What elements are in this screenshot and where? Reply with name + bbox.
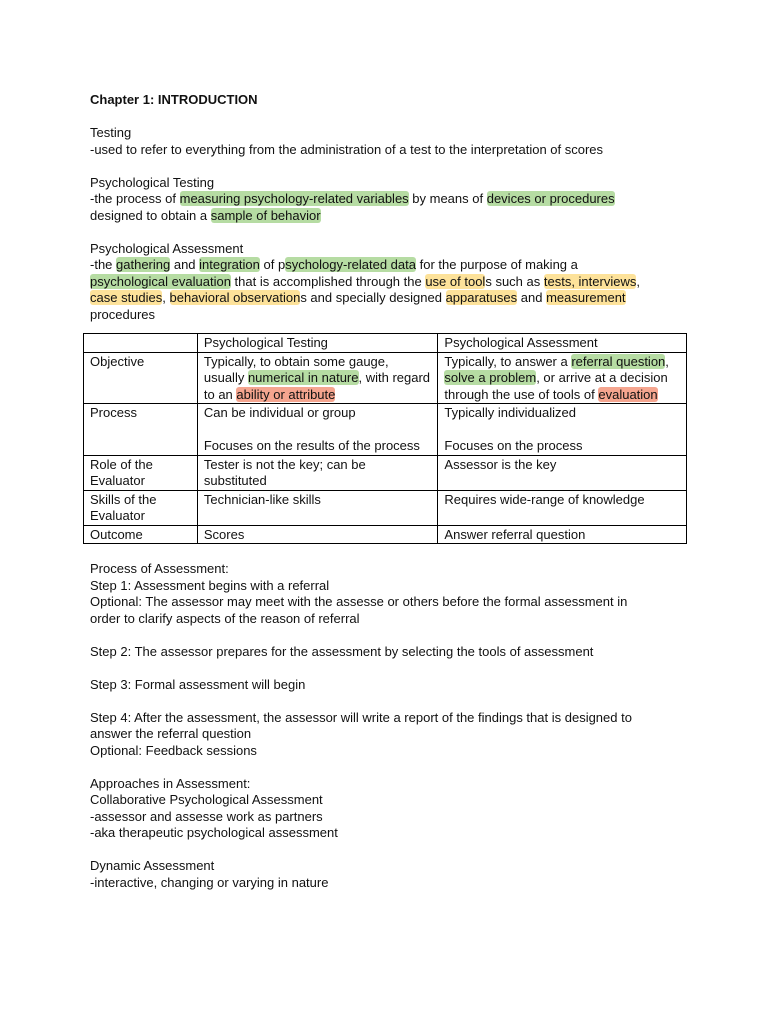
row-label: Role of the Evaluator xyxy=(84,455,198,490)
row-label: Skills of the Evaluator xyxy=(84,490,198,525)
psych-assessment-def-line2: psychological evaluation that is accomplished through the use of tools such as tests, interviews, xyxy=(90,273,640,289)
table-row xyxy=(84,352,687,404)
table-cell: Typically individualized Focuses on the process xyxy=(438,404,687,456)
table-row xyxy=(84,404,687,456)
highlight: apparatuses xyxy=(445,290,518,305)
approaches-heading: Approaches in Assessment: xyxy=(90,775,251,791)
table-cell: Technician-like skills xyxy=(197,490,438,525)
step-3: Step 3: Formal assessment will begin xyxy=(90,676,306,692)
highlight: ability or attribute xyxy=(236,386,336,402)
highlight: sample of behavior xyxy=(210,207,321,223)
dynamic-heading: Dynamic Assessment xyxy=(90,858,215,873)
highlight: measuring psychology-related variables xyxy=(179,191,409,206)
table-cell: Scores xyxy=(197,525,438,544)
step-1: Step 1: Assessment begins with a referral xyxy=(90,577,330,593)
highlight: devices or procedures xyxy=(486,191,615,206)
row-label: Objective xyxy=(84,352,198,404)
psych-assessment-heading: Psychological Assessment xyxy=(90,240,244,256)
highlight: gathering xyxy=(116,257,171,272)
step-1-optional-line1: Optional: The assessor may meet with the assesse or others before the formal assessment in xyxy=(90,594,628,609)
psych-assessment-def-line4: procedures xyxy=(90,306,156,322)
table-cell xyxy=(84,334,198,353)
psych-testing-heading: Psychological Testing xyxy=(90,174,215,190)
document-page xyxy=(90,92,690,891)
table-cell: Assessor is the key xyxy=(438,455,687,490)
table-header-row xyxy=(84,334,687,353)
testing-definition: -used to refer to everything from the administration of a test to the interpretation of scores xyxy=(90,141,604,157)
table-cell: Can be individual or group Focuses on the results of the process xyxy=(197,404,438,456)
highlight: integration xyxy=(199,257,260,272)
table-cell: Typically, to answer a referral question, solve a problem, or arrive at a decision through the use of tools of evaluation xyxy=(438,352,687,404)
table-row xyxy=(84,525,687,544)
table-cell: Requires wide-range of knowledge xyxy=(438,490,687,525)
testing-heading: Testing xyxy=(90,125,132,140)
highlight: evaluation xyxy=(598,386,658,402)
highlight: solve a problem xyxy=(444,370,537,385)
row-label: Outcome xyxy=(84,525,198,544)
step-4-optional: Optional: Feedback sessions xyxy=(90,742,257,758)
psych-testing-def-line2: designed to obtain a sample of behavior xyxy=(90,207,321,223)
collaborative-desc-2: -aka therapeutic psychological assessment xyxy=(90,825,338,840)
step-2: Step 2: The assessor prepares for the assessment by selecting the tools of assessment xyxy=(90,643,594,659)
highlight: referral question xyxy=(571,353,666,369)
comparison-table xyxy=(83,333,687,544)
step-1-optional-line2: order to clarify aspects of the reason of referral xyxy=(90,610,360,626)
process-heading: Process of Assessment: xyxy=(90,561,229,576)
collaborative-heading: Collaborative Psychological Assessment xyxy=(90,792,323,807)
table-header-cell: Psychological Testing xyxy=(197,334,438,353)
table-header-cell: Psychological Assessment xyxy=(438,334,687,353)
table-cell: Typically, to obtain some gauge, usually numerical in nature, with regard to an ability or attribute xyxy=(197,352,438,404)
table-cell: Answer referral question xyxy=(438,525,687,544)
psych-assessment-def-line1: -the gathering and integration of psychology-related data for the purpose of making a xyxy=(90,257,578,272)
step-4-line2: answer the referral question xyxy=(90,726,252,741)
highlight: measurement xyxy=(546,290,626,305)
table-row xyxy=(84,455,687,490)
psych-assessment-def-line3: case studies, behavioral observations and specially designed apparatuses and measurement xyxy=(90,290,626,305)
highlight: psychological evaluation xyxy=(90,273,231,289)
highlight: sychology-related data xyxy=(285,257,416,272)
table-row xyxy=(84,490,687,525)
psych-testing-def-line1: -the process of measuring psychology-related variables by means of devices or procedures xyxy=(90,191,615,206)
collaborative-desc-1: -assessor and assesse work as partners xyxy=(90,808,323,824)
highlight: case studies xyxy=(90,290,163,305)
row-label: Process xyxy=(84,404,198,456)
highlight: behavioral observation xyxy=(169,290,301,305)
highlight: use of tool xyxy=(425,273,486,289)
table-cell: Tester is not the key; can be substituted xyxy=(197,455,438,490)
highlight: tests, interviews xyxy=(543,273,637,289)
chapter-title: Chapter 1: INTRODUCTION xyxy=(90,92,258,107)
step-4-line1: Step 4: After the assessment, the assessor will write a report of the findings that is designed to xyxy=(90,709,632,725)
highlight: numerical in nature xyxy=(247,370,359,385)
dynamic-desc: -interactive, changing or varying in nature xyxy=(90,874,329,890)
